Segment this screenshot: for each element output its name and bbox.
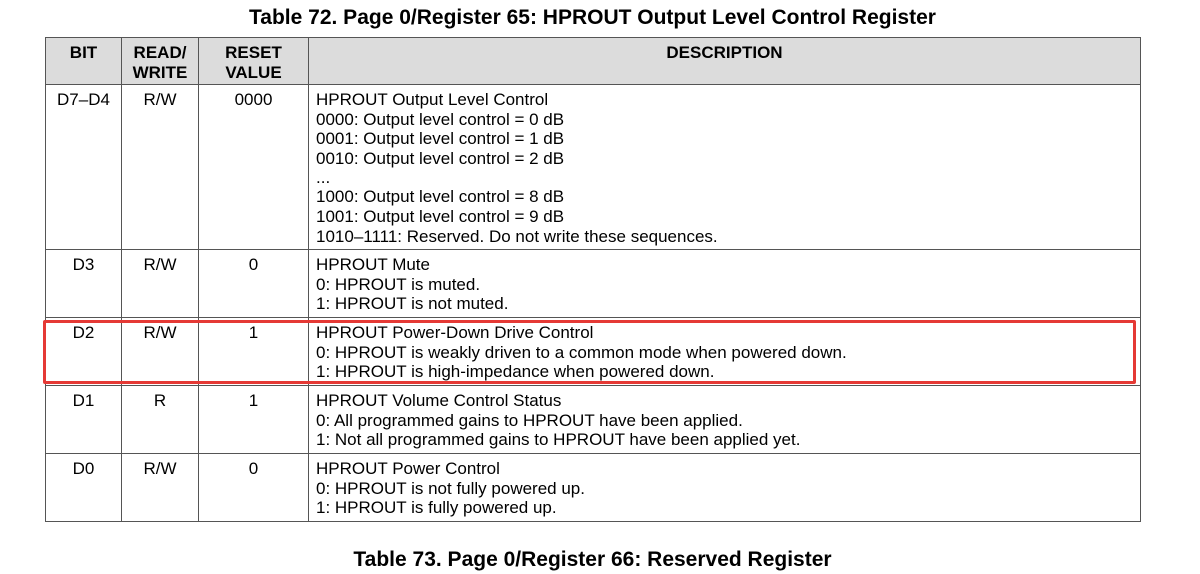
description-line: 1010–1111: Reserved. Do not write these sequences. — [316, 226, 718, 246]
table-title: Table 72. Page 0/Register 65: HPROUT Output Level Control Register — [249, 6, 936, 29]
rw-cell: R/W — [122, 318, 199, 386]
description-line: HPROUT Output Level Control — [316, 90, 549, 109]
reset-cell: 0000 — [199, 85, 309, 250]
header-reset-line1: RESET — [225, 43, 282, 62]
header-reset-value — [199, 38, 309, 85]
rw-cell: R/W — [122, 250, 199, 318]
reset-cell: 0 — [199, 250, 309, 318]
rw-cell: R/W — [122, 454, 199, 522]
description-line: 0: HPROUT is not fully powered up. — [316, 478, 585, 498]
description-cell — [309, 318, 1141, 386]
description-line: 0: All programmed gains to HPROUT have been applied. — [316, 410, 743, 430]
next-table-title: Table 73. Page 0/Register 66: Reserved Register — [353, 548, 832, 571]
table-row — [46, 454, 1141, 522]
table-row — [46, 85, 1141, 250]
table-row — [46, 250, 1141, 318]
description-line: HPROUT Power-Down Drive Control — [316, 323, 594, 342]
description-cell — [309, 250, 1141, 318]
table-row — [46, 386, 1141, 454]
header-description: DESCRIPTION — [309, 38, 1141, 85]
rw-cell: R/W — [122, 85, 199, 250]
table-row-highlighted — [46, 318, 1141, 386]
header-bit: BIT — [46, 38, 122, 85]
description-line: ... — [316, 168, 331, 188]
reset-cell: 1 — [199, 386, 309, 454]
description-line: 1000: Output level control = 8 dB — [316, 187, 565, 207]
header-read-write — [122, 38, 199, 85]
header-reset-line2: VALUE — [225, 62, 282, 82]
description-line: 0010: Output level control = 2 dB — [316, 148, 565, 168]
description-line: 1001: Output level control = 9 dB — [316, 206, 565, 226]
description-line: 0001: Output level control = 1 dB — [316, 129, 565, 149]
header-read-write-line1: READ/ — [133, 43, 187, 62]
description-line: HPROUT Power Control — [316, 459, 500, 478]
description-cell — [309, 386, 1141, 454]
description-line: 0: HPROUT is muted. — [316, 274, 481, 294]
bit-cell: D0 — [46, 454, 122, 522]
description-cell — [309, 454, 1141, 522]
reset-cell: 0 — [199, 454, 309, 522]
header-read-write-line2: WRITE — [132, 62, 188, 82]
bit-cell: D1 — [46, 386, 122, 454]
bit-cell: D3 — [46, 250, 122, 318]
bit-cell: D2 — [46, 318, 122, 386]
description-line: HPROUT Mute — [316, 255, 430, 274]
description-line: 0: HPROUT is weakly driven to a common mode when powered down. — [316, 342, 847, 362]
description-line: 0000: Output level control = 0 dB — [316, 109, 565, 129]
rw-cell: R — [122, 386, 199, 454]
description-line: 1: HPROUT is fully powered up. — [316, 498, 557, 518]
description-line: 1: HPROUT is high-impedance when powered down. — [316, 362, 715, 382]
description-line: 1: Not all programmed gains to HPROUT have been applied yet. — [316, 430, 801, 450]
bit-cell: D7–D4 — [46, 85, 122, 250]
table-header-row — [46, 38, 1141, 85]
description-line: HPROUT Volume Control Status — [316, 391, 562, 410]
description-cell — [309, 85, 1141, 250]
register-table — [45, 37, 1141, 522]
reset-cell: 1 — [199, 318, 309, 386]
description-line: 1: HPROUT is not muted. — [316, 294, 509, 314]
